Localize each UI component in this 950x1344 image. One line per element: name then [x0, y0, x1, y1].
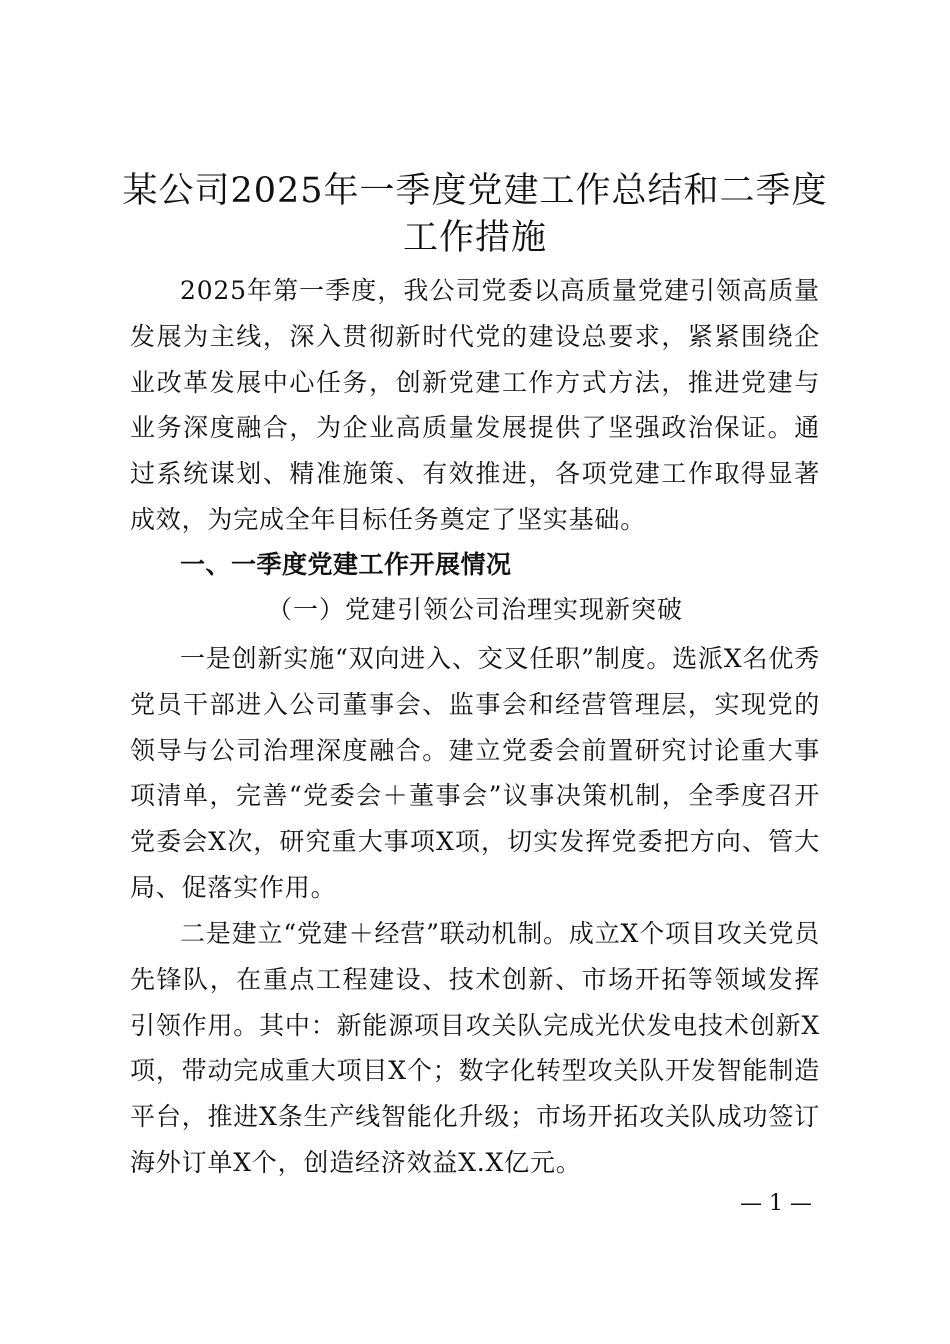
document-title: 某公司2025年一季度党建工作总结和二季度工作措施 — [122, 171, 828, 258]
intro-paragraph: 2025年第一季度，我公司党委以高质量党建引领高质量发展为主线，深入贯彻新时代党的建设总要求，紧紧围绕企业改革发展中心任务，创新党建工作方式方法，推进党建与业务深度融合，为企业高质量发展提供了坚强政治保证。通过系统谋划、精准施策、有效推进，各项党建工作取得显著成效，为完成全年目标任务奠定了坚实基础。 — [130, 276, 820, 534]
body-paragraph: 二是建立“党建＋经营”联动机制。成立X个项目攻关党员先锋队，在重点工程建设、技术创新、市场开拓等领域发挥引领作用。其中：新能源项目攻关队完成光伏发电技术创新X项，带动完成重大项目X个；数字化转型攻关队开发智能制造平台，推进X条生产线智能化升级；市场开拓攻关队成功签订海外订单X个，创造经济效益X.X亿元。 — [130, 919, 820, 1177]
section-heading: 一、一季度党建工作开展情况 — [180, 550, 512, 579]
body-paragraph: 一是创新实施“双向进入、交叉任职”制度。选派X名优秀党员干部进入公司董事会、监事会和经营管理层，实现党的领导与公司治理深度融合。建立党委会前置研究讨论重大事项清单，完善“党委会＋董事会”议事决策机制，全季度召开党委会X次，研究重大事项X项，切实发挥党委把方向、管大局、促落实作用。 — [130, 644, 820, 902]
page-number: — 1 — — [740, 1191, 812, 1216]
subsection-heading: （一）党建引领公司治理实现新突破 — [266, 595, 683, 624]
